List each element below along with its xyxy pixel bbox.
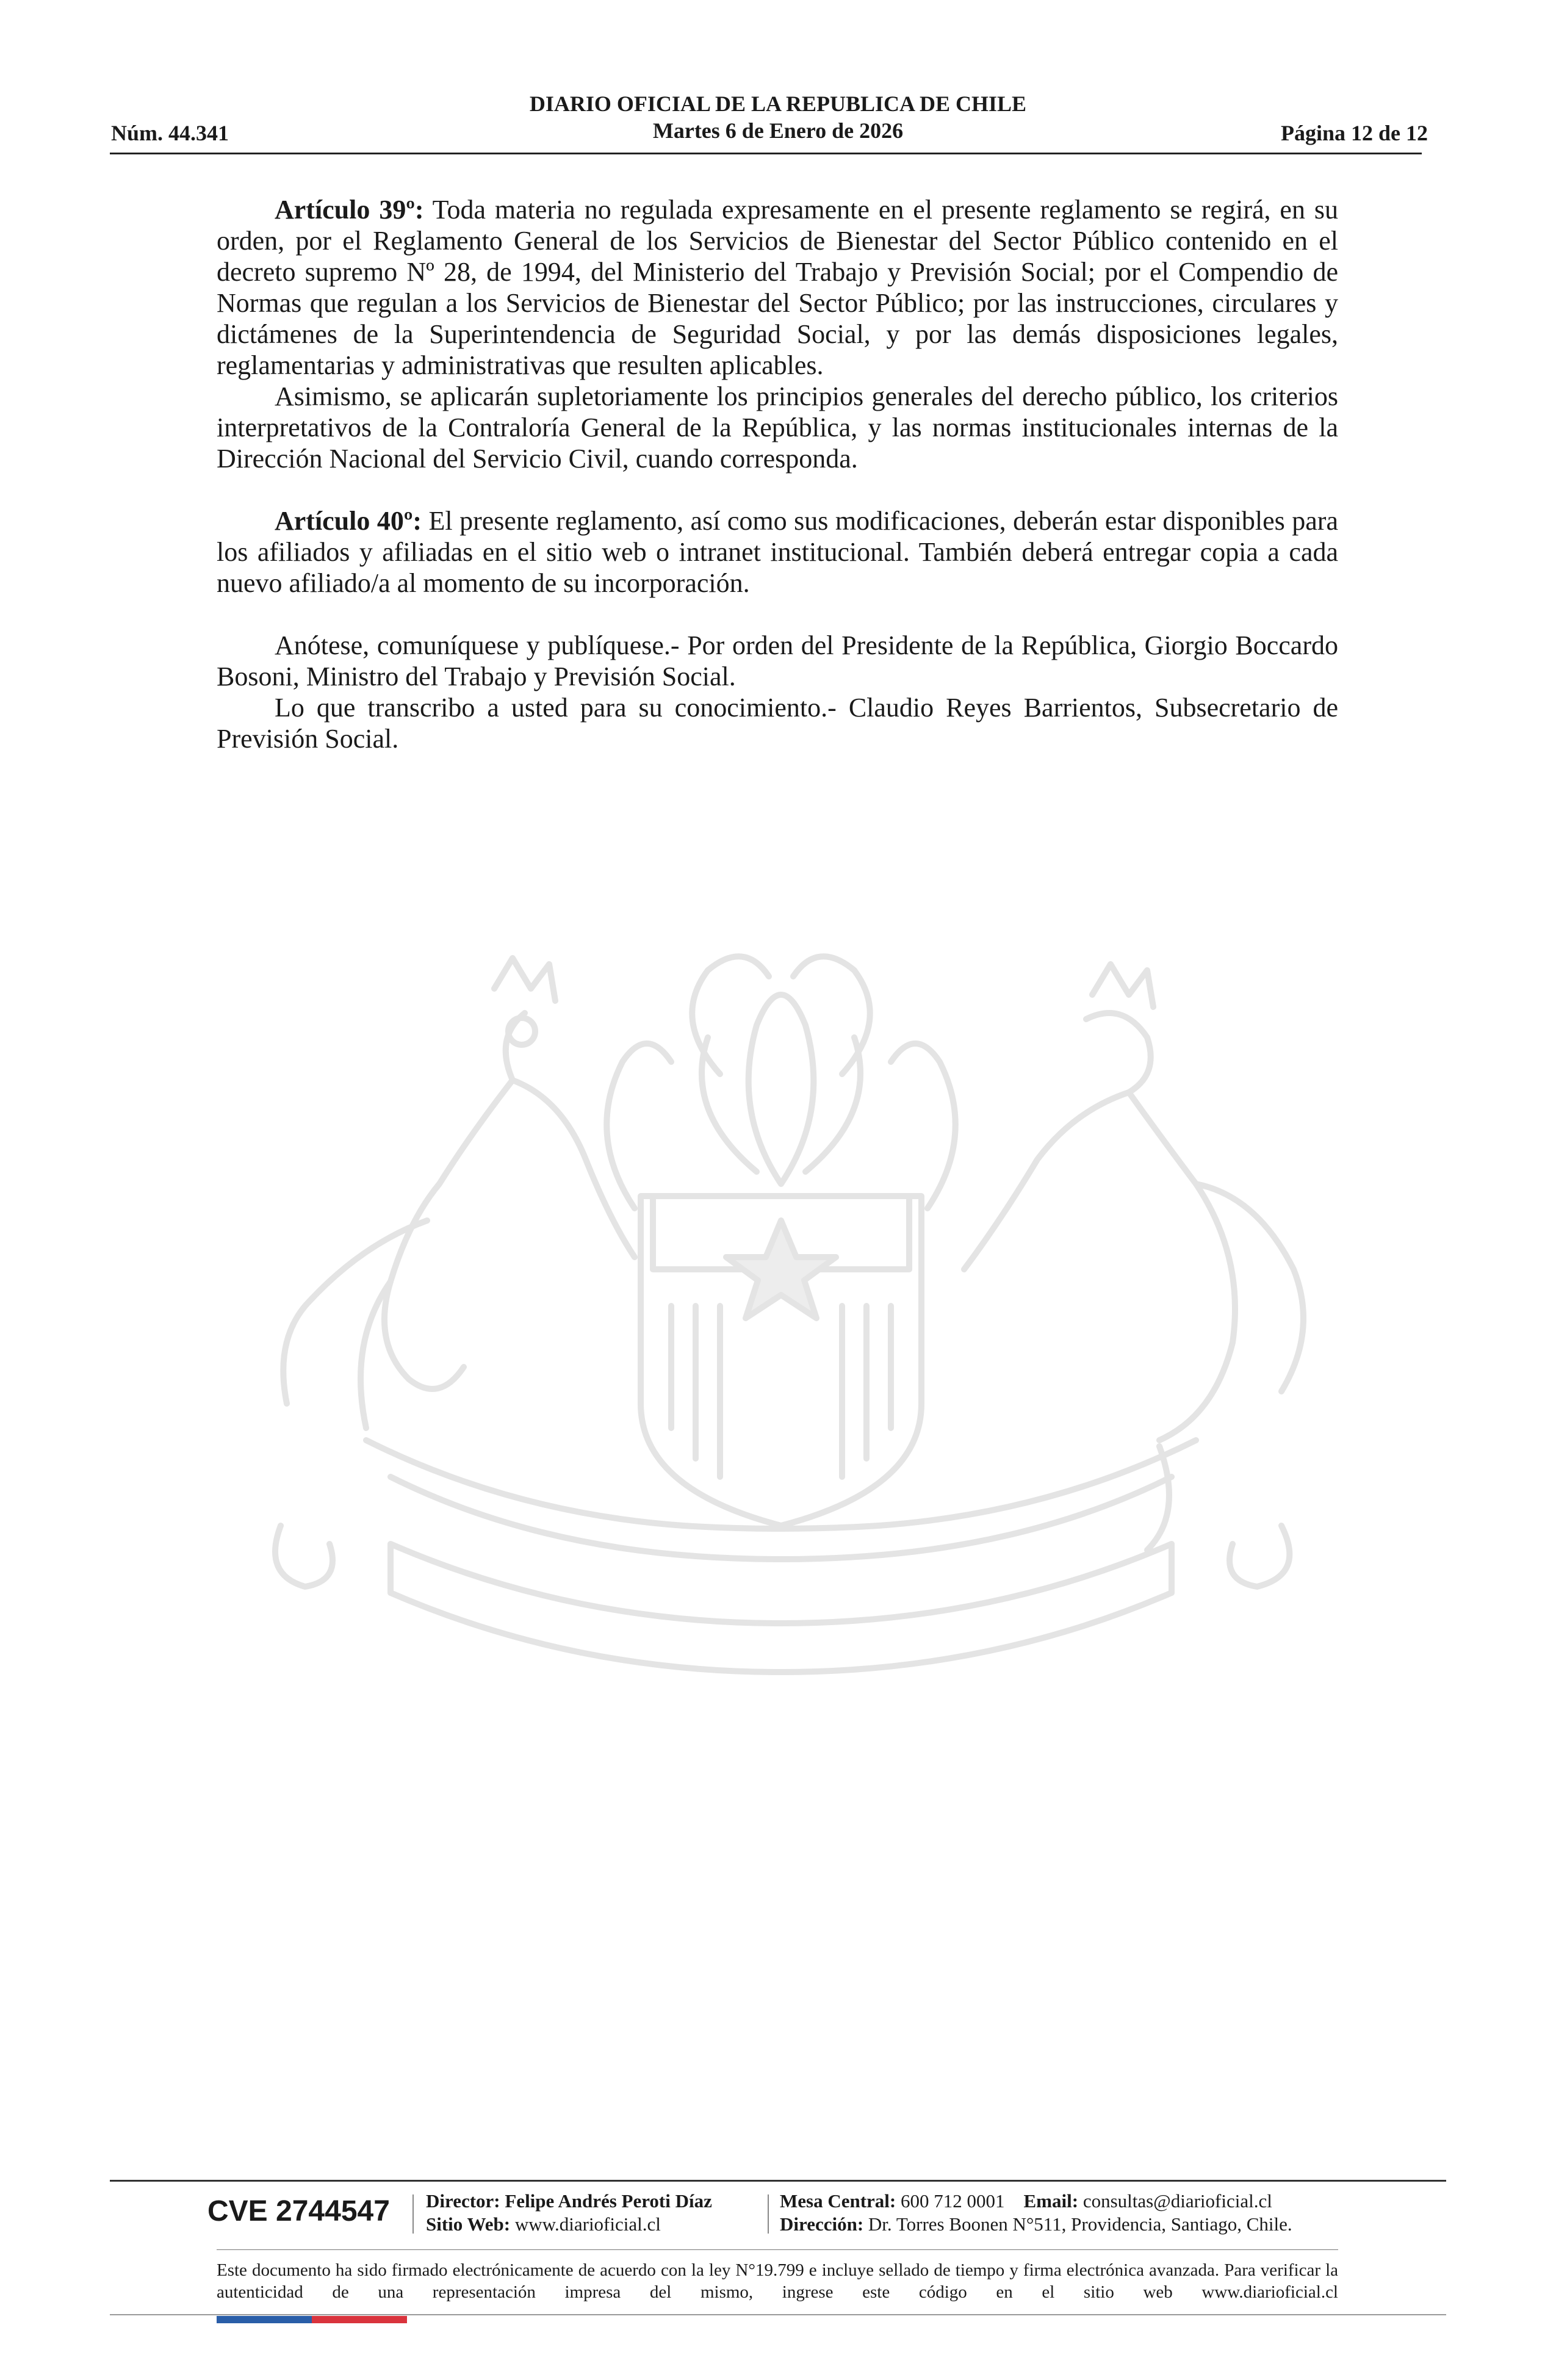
email-link[interactable]: consultas@diarioficial.cl [1082, 2190, 1272, 2212]
article-39-text: Toda materia no regulada expresamente en el presente reglamento se regirá, en su orden, por el Reglamento General de los Servicios de Bienestar del Sector Público contenido en el decreto supremo Nº 28, de 1994, del Ministerio del Trabajo y Previsión Social; por el Compendio de Normas que regulan a los Servicios de Bienestar del Sector Público; por las instrucciones, circulares y dictámenes de la Superintendencia de Seguridad Social, y por las demás disposiciones legales, reglamentarias y administrativas que resulten aplicables. [217, 195, 1338, 380]
email-label: Email: [1023, 2190, 1079, 2212]
article-39-title: Artículo 39º: [275, 195, 424, 225]
footer-separator [412, 2194, 414, 2234]
issue-date: Martes 6 de Enero de 2026 [652, 118, 904, 143]
coat-of-arms-watermark [207, 879, 1355, 1684]
article-39 [217, 194, 1338, 381]
flag-stripe [217, 2316, 407, 2323]
phone-number: 600 712 0001 [901, 2190, 1005, 2212]
cve-code: CVE 2744547 [207, 2195, 390, 2227]
issue-number: Núm. 44.341 [111, 121, 229, 145]
footer-contact-right [780, 2190, 1292, 2236]
director-label: Director: [426, 2190, 500, 2212]
publication-name: DIARIO OFICIAL DE LA REPUBLICA DE CHILE [529, 92, 1027, 116]
article-40 [217, 505, 1338, 599]
address-label: Dirección: [780, 2213, 864, 2235]
article-body [217, 194, 1338, 754]
footer-inner-divider [217, 2249, 1338, 2250]
flag-stripe-blue [217, 2316, 312, 2323]
closing-transcription: Lo que transcribo a usted para su conocimiento.- Claudio Reyes Barrientos, Subsecretario de Previsión Social. [217, 693, 1338, 754]
website-label: Sitio Web: [426, 2213, 511, 2235]
website-link[interactable]: www.diarioficial.cl [514, 2213, 661, 2235]
article-39-supplement: Asimismo, se aplicarán supletoriamente los principios generales del derecho público, los criterios interpretativos de la Contraloría General de la República, y las normas institucionales internas de la Dirección Nacional del Servicio Civil, cuando corresponda. [217, 381, 1338, 474]
director-name: Felipe Andrés Peroti Díaz [505, 2190, 712, 2212]
header-divider [110, 153, 1422, 154]
closing-order: Anótese, comuníquese y publíquese.- Por orden del Presidente de la República, Giorgio Boccardo Bosoni, Ministro del Trabajo y Previsión Social. [217, 630, 1338, 691]
article-40-text: El presente reglamento, así como sus modificaciones, deberán estar disponibles para los afiliados y afiliadas en el sitio web o intranet institucional. También deberá entregar copia a cada nuevo afiliado/a al momento de su incorporación. [217, 506, 1338, 598]
footer-contact-left [426, 2190, 712, 2236]
flag-stripe-red [312, 2316, 407, 2323]
footer-bottom-divider [110, 2314, 1446, 2315]
page-indicator: Página 12 de 12 [1280, 121, 1428, 145]
address-text: Dr. Torres Boonen N°511, Providencia, Santiago, Chile. [868, 2213, 1292, 2235]
legal-notice: Este documento ha sido firmado electrónicamente de acuerdo con la ley N°19.799 e incluye sellado de tiempo y firma electrónica avanzada. Para verificar la autenticidad de una representación impresa del mismo, ingrese este código en el sitio web www.diarioficial.cl [217, 2260, 1338, 2302]
footer-separator [768, 2194, 769, 2234]
article-40-title: Artículo 40º: [275, 506, 422, 536]
phone-label: Mesa Central: [780, 2190, 896, 2212]
footer-divider [110, 2180, 1446, 2182]
